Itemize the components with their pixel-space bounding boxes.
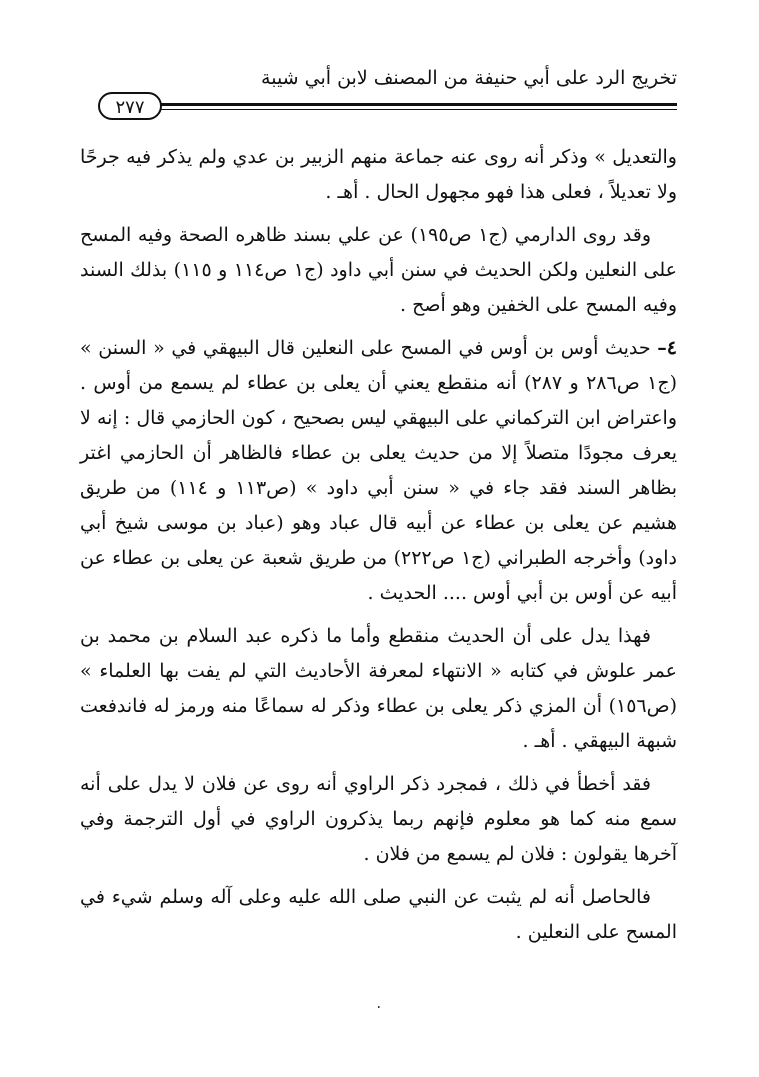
paragraph-3-text: حديث أوس بن أوس في المسح على النعلين قال البيهقي في « السنن » (ج١ ص٢٨٦ و ٢٨٧) أنه منقطع يعني أن يعلى بن عطاء لم يسمع من أوس . واعتراض ابن التركماني على البيهقي ليس بصحيح ، كون الحازمي قال : إنه لا يعرف مجودًا متصلاً إلا من حديث يعلى بن عطاء فالظاهر أن الحازمي اغتر بظاهر السند فقد جاء في « سنن أبي داود » (ص١١٣ و ١١٤) من طريق هشيم عن يعلى بن عطاء عن أبيه قال عباد وهو (عباد بن موسى شيخ أبي داود) وأخرجه الطبراني (ج١ ص٢٢٢) من طريق شعبة عن يعلى بن عطاء عن أبيه عن أوس بن أبي أوس .... الحديث .	[80, 337, 677, 604]
paragraph-4: فهذا يدل على أن الحديث منقطع وأما ما ذكره عبد السلام بن محمد بن عمر علوش في كتابه « الانتهاء لمعرفة الأحاديث التي لم يفت بها العلماء » (ص١٥٦) أن المزي ذكر يعلى بن عطاء وذكر له سماعًا منه ورمز له فاندفعت شبهة البيهقي . أهـ .	[80, 625, 677, 752]
paragraph-2: وقد روى الدارمي (ج١ ص١٩٥) عن علي بسند ظاهره الصحة وفيه المسح على النعلين ولكن الحديث في سنن أبي داود (ج١ ص١١٤ و ١١٥) بذلك السند وفيه المسح على الخفين وهو أصح .	[80, 224, 677, 316]
paragraph-5: فقد أخطأ في ذلك ، فمجرد ذكر الراوي أنه روى عن فلان لا يدل على أنه سمع منه كما هو معلوم فإنهم ربما يذكرون الراوي في أول الترجمة وفي آخرها يقولون : فلان لم يسمع من فلان .	[80, 773, 677, 865]
header-rule-thin	[160, 109, 677, 110]
paragraph-6: فالحاصل أنه لم يثبت عن النبي صلى الله عليه وعلى آله وسلم شيء في المسح على النعلين .	[80, 886, 677, 943]
body-text	[80, 140, 677, 958]
running-header-title: تخريج الرد على أبي حنيفة من المصنف لابن أبي شيبة	[261, 67, 677, 89]
page-number: ٢٧٧	[98, 92, 162, 120]
item-number: ٤–	[657, 337, 677, 359]
footer-mark: ٠	[375, 999, 383, 1015]
paragraph-3	[80, 331, 677, 611]
paragraph-1: والتعديل » وذكر أنه روى عنه جماعة منهم الزبير بن عدي ولم يذكر فيه جرحًا ولا تعديلاً ، فعلى هذا فهو مجهول الحال . أهـ .	[80, 146, 677, 203]
header-rule-thick	[160, 103, 677, 106]
